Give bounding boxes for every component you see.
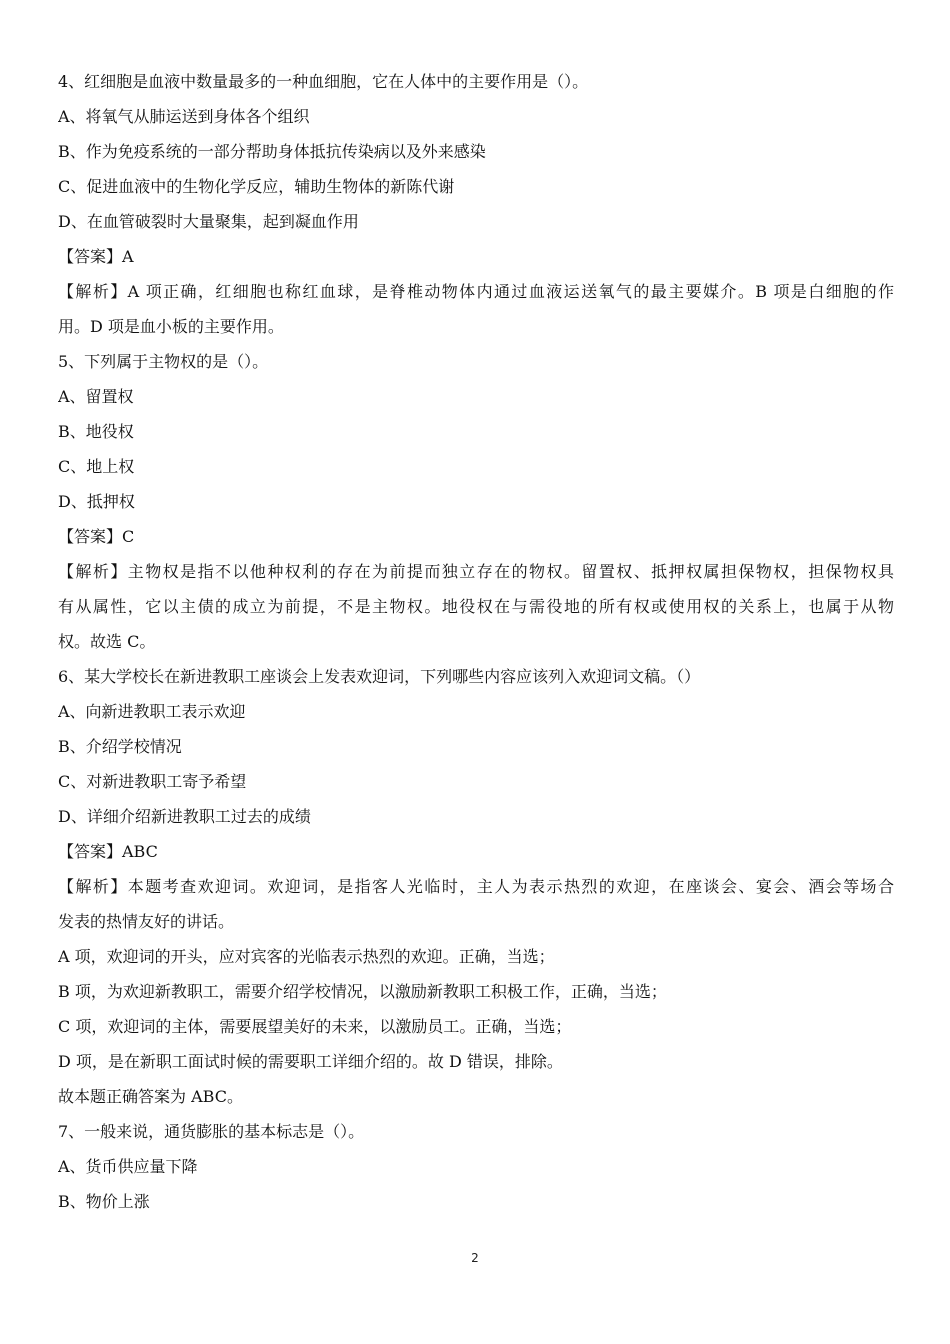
question-4-explanation-line-2: 用。D 项是血小板的主要作用。 bbox=[58, 317, 284, 336]
question-4-answer: 【答案】A bbox=[58, 247, 134, 266]
page-content bbox=[58, 64, 894, 1219]
question-6-stem: 6、某大学校长在新进教职工座谈会上发表欢迎词，下列哪些内容应该列入欢迎词文稿。（） bbox=[58, 667, 701, 686]
question-5-stem: 5、下列属于主物权的是（）。 bbox=[58, 352, 269, 371]
question-6-explanation-item-a: A 项，欢迎词的开头，应对宾客的光临表示热烈的欢迎。正确，当选； bbox=[58, 947, 555, 966]
question-5-answer: 【答案】C bbox=[58, 527, 135, 546]
question-6-conclusion: 故本题正确答案为 ABC。 bbox=[58, 1087, 243, 1106]
question-5-explanation-line-3: 权。故选 C。 bbox=[58, 632, 156, 651]
question-6-explanation-line-1: 【解析】本题考查欢迎词。欢迎词，是指客人光临时，主人为表示热烈的欢迎，在座谈会、宴会、酒会等场合 bbox=[58, 877, 894, 896]
question-7-stem: 7、一般来说，通货膨胀的基本标志是（）。 bbox=[58, 1122, 365, 1141]
question-6-option-c: C、对新进教职工寄予希望 bbox=[58, 772, 247, 791]
question-5-option-b: B、地役权 bbox=[58, 422, 134, 441]
question-5-explanation-line-2: 有从属性，它以主债的成立为前提，不是主物权。地役权在与需役地的所有权或使用权的关系上，也属于从物 bbox=[58, 597, 894, 616]
question-6-explanation-line-2: 发表的热情友好的讲话。 bbox=[58, 912, 235, 931]
question-6-answer: 【答案】ABC bbox=[58, 842, 158, 861]
question-5-option-d: D、抵押权 bbox=[58, 492, 135, 511]
question-6-explanation-item-d: D 项，是在新职工面试时候的需要职工详细介绍的。故 D 错误，排除。 bbox=[58, 1052, 563, 1071]
question-4-option-d: D、在血管破裂时大量聚集，起到凝血作用 bbox=[58, 212, 359, 231]
question-4-option-c: C、促进血液中的生物化学反应，辅助生物体的新陈代谢 bbox=[58, 177, 455, 196]
question-4-explanation-line-1: 【解析】A 项正确，红细胞也称红血球，是脊椎动物体内通过血液运送氧气的最主要媒介。B 项是白细胞的作 bbox=[58, 282, 894, 301]
question-4-option-a: A、将氧气从肺运送到身体各个组织 bbox=[58, 107, 310, 126]
question-5-option-c: C、地上权 bbox=[58, 457, 135, 476]
question-4-stem: 4、红细胞是血液中数量最多的一种血细胞，它在人体中的主要作用是（）。 bbox=[58, 72, 589, 91]
question-7-option-b: B、物价上涨 bbox=[58, 1192, 150, 1211]
question-6-option-d: D、详细介绍新进教职工过去的成绩 bbox=[58, 807, 311, 826]
question-5-option-a: A、留置权 bbox=[58, 387, 134, 406]
question-7-option-a: A、货币供应量下降 bbox=[58, 1157, 198, 1176]
question-6-explanation-item-c: C 项，欢迎词的主体，需要展望美好的未来，以激励员工。正确，当选； bbox=[58, 1017, 572, 1036]
page-number: 2 bbox=[471, 1251, 479, 1265]
question-6-option-a: A、向新进教职工表示欢迎 bbox=[58, 702, 246, 721]
question-6-option-b: B、介绍学校情况 bbox=[58, 737, 182, 756]
question-5-explanation-line-1: 【解析】主物权是指不以他种权利的存在为前提而独立存在的物权。留置权、抵押权属担保物权，担保物权具 bbox=[58, 562, 894, 581]
question-6-explanation-item-b: B 项，为欢迎新教职工，需要介绍学校情况，以激励新教职工积极工作，正确，当选； bbox=[58, 982, 667, 1001]
question-4-option-b: B、作为免疫系统的一部分帮助身体抵抗传染病以及外来感染 bbox=[58, 142, 486, 161]
